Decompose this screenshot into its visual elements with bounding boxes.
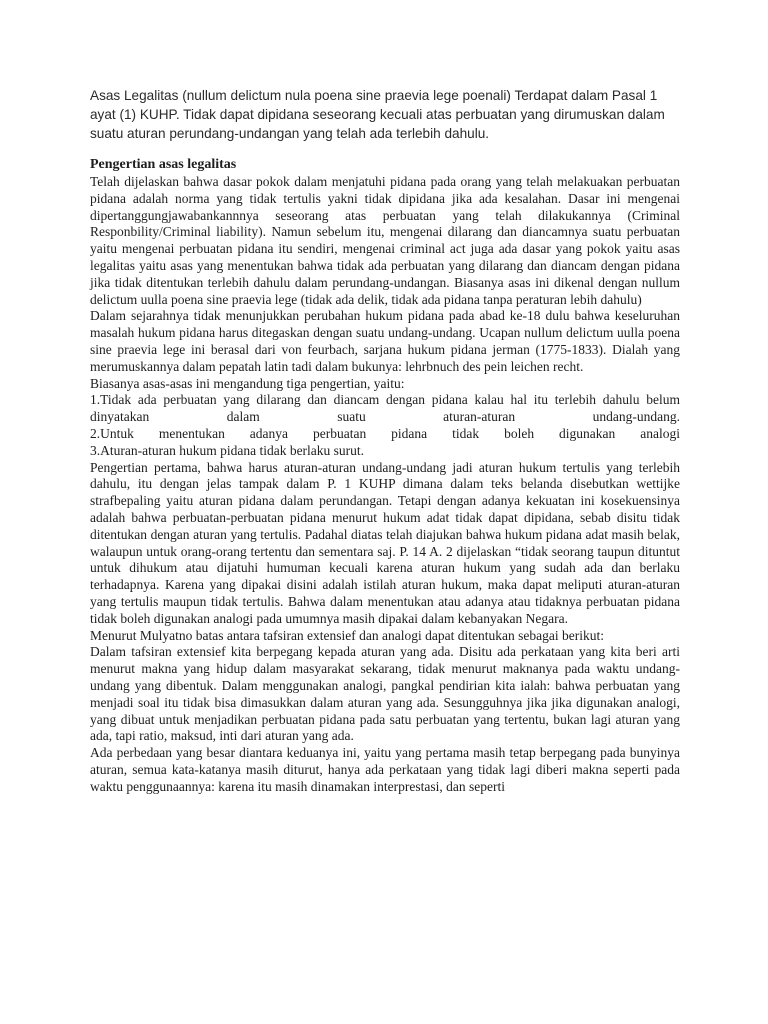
body-paragraph: Pengertian pertama, bahwa harus aturan-aturan undang-undang jadi aturan hukum tertulis yang terlebih dahulu, itu dengan jelas tampak dalam P. 1 KUHP dimana dalam teks belanda disebutkan wettijke strafbepaling yaitu aturan pidana dalam perundangan. Tetapi dengan adanya kekuatan ini kosekuensinya adalah bahwa perbuatan-perbuatan pidana menurut hukum adat tidak dapat dipidana, sebab disitu tidak ditentukan dengan aturan yang tertulis. Padahal diatas telah diajukan bahwa hukum pidana adat masih belak, walaupun untuk orang-orang tertentu dan sementara saj. P. 14 A. 2 dijelaskan “tidak seorang taupun dituntut untuk dihukum atau dijatuhi humuman kecuali karena aturan hukum yang sudah ada dan berlaku terhadapnya. Karena yang dipakai disini adalah istilah aturan hukum, maka dapat meliputi aturan-aturan yang tertulis maupun tidak tertulis. Bahwa dalam menentukan atau adanya atau tidaknya perbuatan pidana tidak boleh digunakan analogi pada umumnya masih dipakai dalam kebanyakan Negara. — [90, 459, 680, 626]
list-item: 3.Aturan-aturan hukum pidana tidak berlaku surut. — [90, 442, 365, 458]
body-paragraph: Ada perbedaan yang besar diantara keduanya ini, yaitu yang pertama masih tetap berpegang pada bunyinya aturan, semua kata-katanya masih diturut, hanya ada perkataan yang tidak lagi diberi makna seperti pada waktu penggunaannya: karena itu masih dinamakan interprestasi, dan seperti — [90, 745, 680, 794]
body-paragraph: Dalam tafsiran extensief kita berpegang kepada aturan yang ada. Disitu ada perkataan yang kita beri arti menurut makna yang hidup dalam masyarakat sekarang, tidak menurut maknanya pada waktu undang-undang yang dibentuk. Dalam menggunakan analogi, pangkal pendirian kita ialah: bahwa perbuatan yang menjadi soal itu tidak bisa dimasukkan dalam aturan yang ada. Sesungguhnya jika jika digunakan analogi, yang dibuat untuk menjadikan perbuatan pidana pada satu perbuatan yang tertentu, bukan lagi aturan yang ada, tapi ratio, maksud, inti dari aturan yang ada. — [90, 644, 680, 744]
body-paragraph: Telah dijelaskan bahwa dasar pokok dalam menjatuhi pidana pada orang yang telah melakuakan perbuatan pidana adalah norma yang tidak tertulis yakni tidak dipidana jika ada kesalahan. Dasar ini mengenai dipertanggungjawabankannnya seseorang atas perbuatan yang telah dilakukannya (Criminal Responbility/Criminal liability). Namun sebelum itu, mengenai dilarang dan diancamnya suatu perbuatan yaitu mengenai perbuatan pidana itu sendiri, mengenai criminal act juga ada dasar yang pokok yaitu asas legalitas yaitu asas yang menentukan bahwa tidak ada perbuatan yang dilarang dan diancam dengan pidana jika tidak ditentukan terlebih dahulu dalam perundang-undangan. Biasanya asas ini dikenal dengan nullum delictum uulla poena sine praevia lege (tidak ada delik, tidak ada pidana tanpa peraturan lebih dahulu) — [90, 174, 680, 307]
body-paragraph: Biasanya asas-asas ini mengandung tiga pengertian, yaitu: — [90, 375, 405, 391]
list-item: 2.Untuk menentukan adanya perbuatan pidana tidak boleh digunakan analogi — [90, 425, 680, 441]
intro-paragraph: Asas Legalitas (nullum delictum nula poena sine praevia lege poenali) Terdapat dalam Pasal 1 ayat (1) KUHP. Tidak dapat dipidana seseorang kecuali atas perbuatan yang dirumuskan dalam suatu aturan perundang-undangan yang telah ada terlebih dahulu. — [90, 88, 665, 141]
document-body — [90, 156, 680, 795]
body-paragraph: Dalam sejarahnya tidak menunjukkan perubahan hukum pidana pada abad ke-18 dulu bahwa keseluruhan masalah hukum pidana harus ditegaskan dengan suatu undang-undang. Ucapan nullum delictum uulla poena sine praevia lege ini berasal dari von feurbach, sarjana hukum pidana jerman (1775-1833). Dialah yang merumuskannya dalam pepatah latin tadi dalam bukunya: lehrbnuch des pein leichen recht. — [90, 308, 680, 374]
body-paragraph: Menurut Mulyatno batas antara tafsiran extensief dan analogi dapat ditentukan sebagai berikut: — [90, 627, 604, 643]
list-item: 1.Tidak ada perbuatan yang dilarang dan diancam dengan pidana kalau hal itu terlebih dahulu belum dinyatakan dalam suatu aturan-aturan undang-undang. — [90, 392, 680, 425]
section-heading: Pengertian asas legalitas — [90, 157, 237, 172]
